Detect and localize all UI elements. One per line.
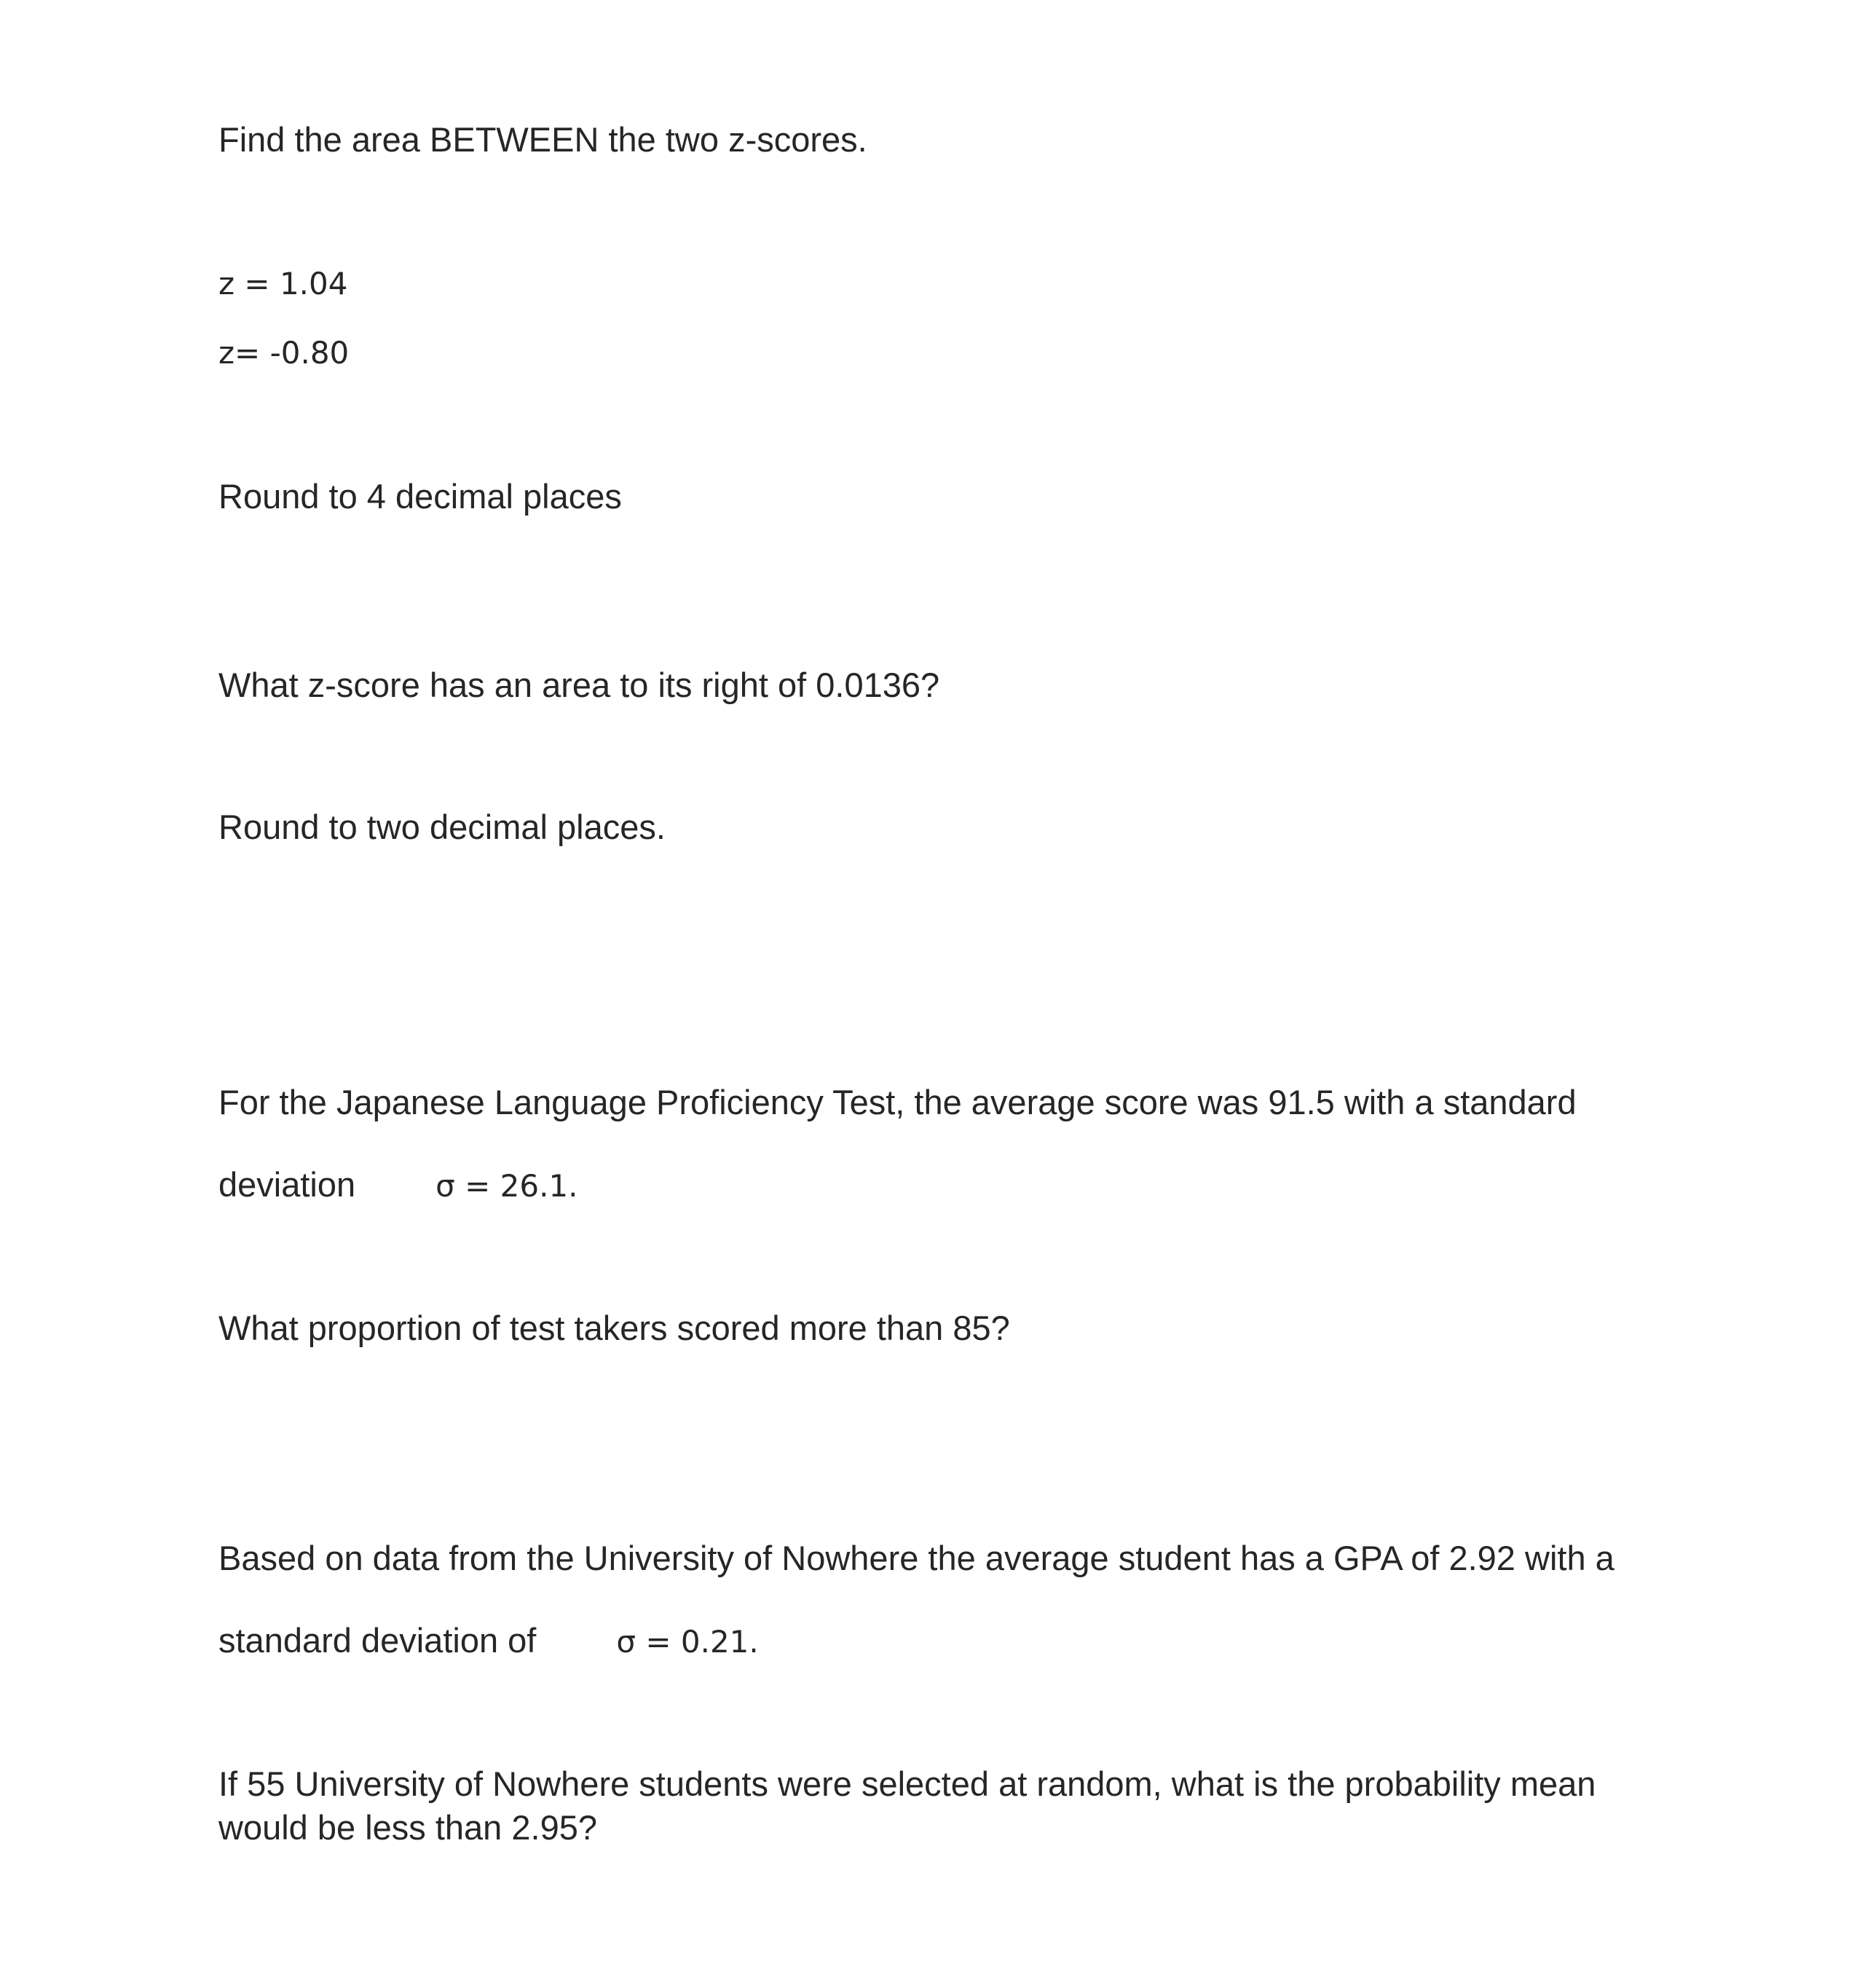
q4-line1: Based on data from the University of Nowhere the average student has a GPA of 2.92 with a xyxy=(218,1539,1614,1577)
q3-line1: For the Japanese Language Proficiency Test, the average score was 91.5 with a standard xyxy=(218,1083,1577,1121)
q3-line2 xyxy=(218,1163,578,1208)
q3-sigma: σ = 26.1. xyxy=(435,1168,578,1204)
q4-question-line2: would be less than 2.95? xyxy=(218,1808,597,1847)
q4-line2-label: standard deviation of xyxy=(218,1621,537,1660)
q2-rounding: Round to two decimal places. xyxy=(218,808,666,846)
q1-z1: z = 1.04 xyxy=(218,266,348,301)
q3-line2-label: deviation xyxy=(218,1165,356,1204)
q1-prompt: Find the area BETWEEN the two z-scores. xyxy=(218,120,867,159)
q4-sigma: σ = 0.21. xyxy=(616,1624,759,1660)
q1-z2: z= -0.80 xyxy=(218,335,350,371)
q3-question: What proportion of test takers scored more than 85? xyxy=(218,1309,1010,1347)
q2-prompt: What z-score has an area to its right of 0.0136? xyxy=(218,666,940,704)
q4-question-line1: If 55 University of Nowhere students were selected at random, what is the probability mean xyxy=(218,1764,1596,1803)
q1-rounding: Round to 4 decimal places xyxy=(218,477,622,516)
q4-line2 xyxy=(218,1619,759,1664)
